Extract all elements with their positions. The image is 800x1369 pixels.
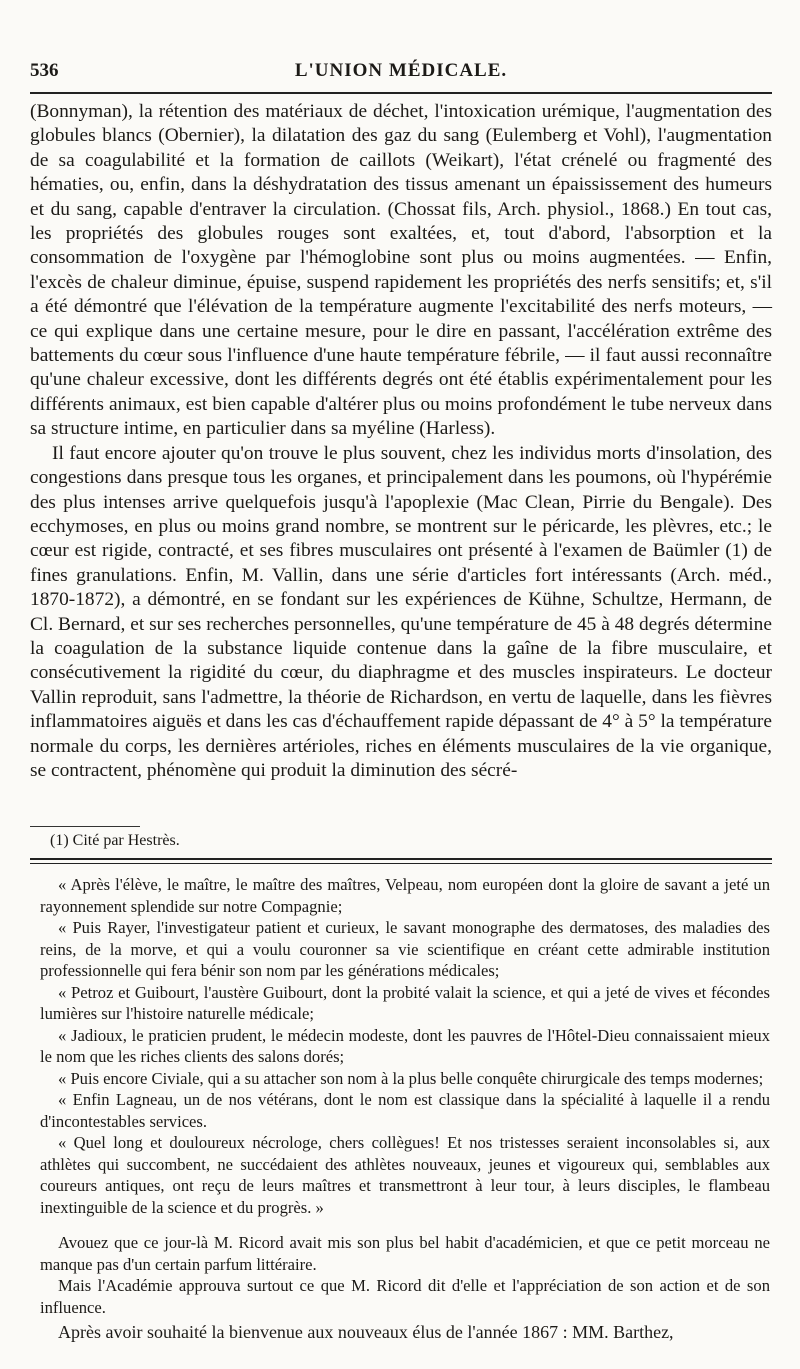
feuilleton-paragraph-5: « Puis encore Civiale, qui a su attacher son nom à la plus belle conquête chirurgicale des temps modernes; xyxy=(58,1068,764,1088)
feuilleton-paragraph-7: « Quel long et douloureux nécrologe, chers collègues! Et nos tristesses seraient inconsolables si, aux athlètes qui succombent, ne succédaient des athlètes nouveaux, jeunes et vigoureux qui, semblables aux coureurs antiques, ont reçu de leurs maîtres et transmettront à leur tour, à leurs disciples, le flambeau inextinguible de la science et du progrès. » xyxy=(40,1133,770,1217)
main-paragraph-1: (Bonnyman), la rétention des matériaux de déchet, l'intoxication urémique, l'augmentation des globules blancs (Obernier), la dilatation des gaz du sang (Eulemberg et Vohl), l'augmentation de sa coagulabilité et la formation de caillots (Weikart), l'état crénelé ou fragmenté des hématies, ou, enfin, dans la déshydratation des tissus amenant un épaississement des humeurs et du sang, capable d'entraver la circulation. (Chossat fils, Arch. physiol., 1868.) En tout cas, les propriétés des globules rouges sont exaltées, et, tout d'abord, l'absorption et la consommation de l'oxygène par l'hémoglobine sont plus ou moins augmentées. — Enfin, l'excès de chaleur diminue, épuise, suspend rapidement les propriétés des nerfs sensitifs; et, s'il a été démontré que l'élévation de la température augmente l'excitabilité des nerfs moteurs, — ce qui explique dans une certaine mesure, pour le dire en passant, l'accélération extrême des battements du cœur sous l'influence d'une haute température fébrile, — il faut aussi reconnaître qu'une chaleur excessive, dont les différents degrés ont été établis expérimentalement pour les différents animaux, est bien capable d'altérer plus ou moins profondément le tube nerveux dans sa structure intime, en particulier dans sa myéline (Harless). xyxy=(30,101,772,440)
feuilleton-text xyxy=(40,874,770,1218)
feuilleton-rule-top xyxy=(30,858,772,860)
closing-text xyxy=(40,1232,770,1344)
running-header xyxy=(30,56,772,86)
feuilleton-paragraph-1: « Après l'élève, le maître, le maître des maîtres, Velpeau, nom européen dont la gloire de savant a jeté un rayonnement splendide sur notre Compagnie; xyxy=(40,875,770,916)
feuilleton-paragraph-3: « Petroz et Guibourt, l'austère Guibourt, dont la probité valait la science, et qui a jeté de vives et fécondes lumières sur l'histoire naturelle médicale; xyxy=(40,982,770,1023)
feuilleton-paragraph-2: « Puis Rayer, l'investigateur patient et curieux, le savant monographe des dermatoses, des maladies des reins, de la morve, et qui a voulu couronner sa vie scientifique en créant cette admirable institution professionnelle qui fera bénir son nom par les générations médicales; xyxy=(40,918,770,980)
closing-paragraph-1: Avouez que ce jour-là M. Ricord avait mis son plus bel habit d'académicien, et que ce petit morceau ne manque pas d'un certain parfum littéraire. xyxy=(40,1233,770,1274)
journal-title: L'UNION MÉDICALE. xyxy=(294,60,508,81)
closing-paragraph-3: Après avoir souhaité la bienvenue aux nouveaux élus de l'année 1867 : MM. Barthez, xyxy=(58,1322,674,1342)
feuilleton-paragraph-6: « Enfin Lagneau, un de nos vétérans, dont le nom est classique dans la spécialité à laquelle il a rendu d'incontestables services. xyxy=(40,1090,770,1131)
footnote-rule xyxy=(30,826,140,827)
closing-paragraph-2: Mais l'Académie approuva surtout ce que M. Ricord dit d'elle et l'appréciation de son action et de son influence. xyxy=(40,1276,770,1317)
main-paragraph-2: Il faut encore ajouter qu'on trouve le plus souvent, chez les individus morts d'insolation, des congestions dans presque tous les organes, et principalement dans les poumons, où l'hypérémie des plus intenses arrive quelquefois jusqu'à l'apoplexie (Mac Clean, Pirrie du Bengale). Des ecchymoses, en plus ou moins grand nombre, se montrent sur le péricarde, les plèvres, etc.; le cœur est rigide, contracté, et ses fibres musculaires ont présenté à l'examen de Baümler (1) de fines granulations. Enfin, M. Vallin, dans une série d'articles fort intéressants (Arch. méd., 1870-1872), a démontré, en se fondant sur les expériences de Kühne, Schultze, Hermann, de Cl. Bernard, et sur ses recherches personnelles, qu'une température de 45 à 48 degrés détermine la coagulation de la substance liquide contenue dans la gaîne de la fibre musculaire, et consécutivement la rigidité du cœur, du diaphragme et des muscles inspirateurs. Le docteur Vallin reproduit, sans l'admettre, la théorie de Richardson, en vertu de laquelle, dans les fièvres inflammatoires aiguës et dans les cas d'échauffement rapide dépassant de 4° à 5° la température normale du corps, les dernières artérioles, riches en éléments musculaires de la vie organique, se contractent, phénomène qui produit la diminution des sécré- xyxy=(30,442,772,781)
header-rule xyxy=(30,92,772,94)
main-text xyxy=(30,100,772,783)
page-number: 536 xyxy=(30,60,59,81)
footnote: (1) Cité par Hestrès. xyxy=(50,832,180,849)
feuilleton-rule-bottom xyxy=(30,863,772,864)
feuilleton-paragraph-4: « Jadioux, le praticien prudent, le médecin modeste, dont les pauvres de l'Hôtel-Dieu connaissaient mieux le nom que les riches clients des salons dorés; xyxy=(40,1025,770,1066)
